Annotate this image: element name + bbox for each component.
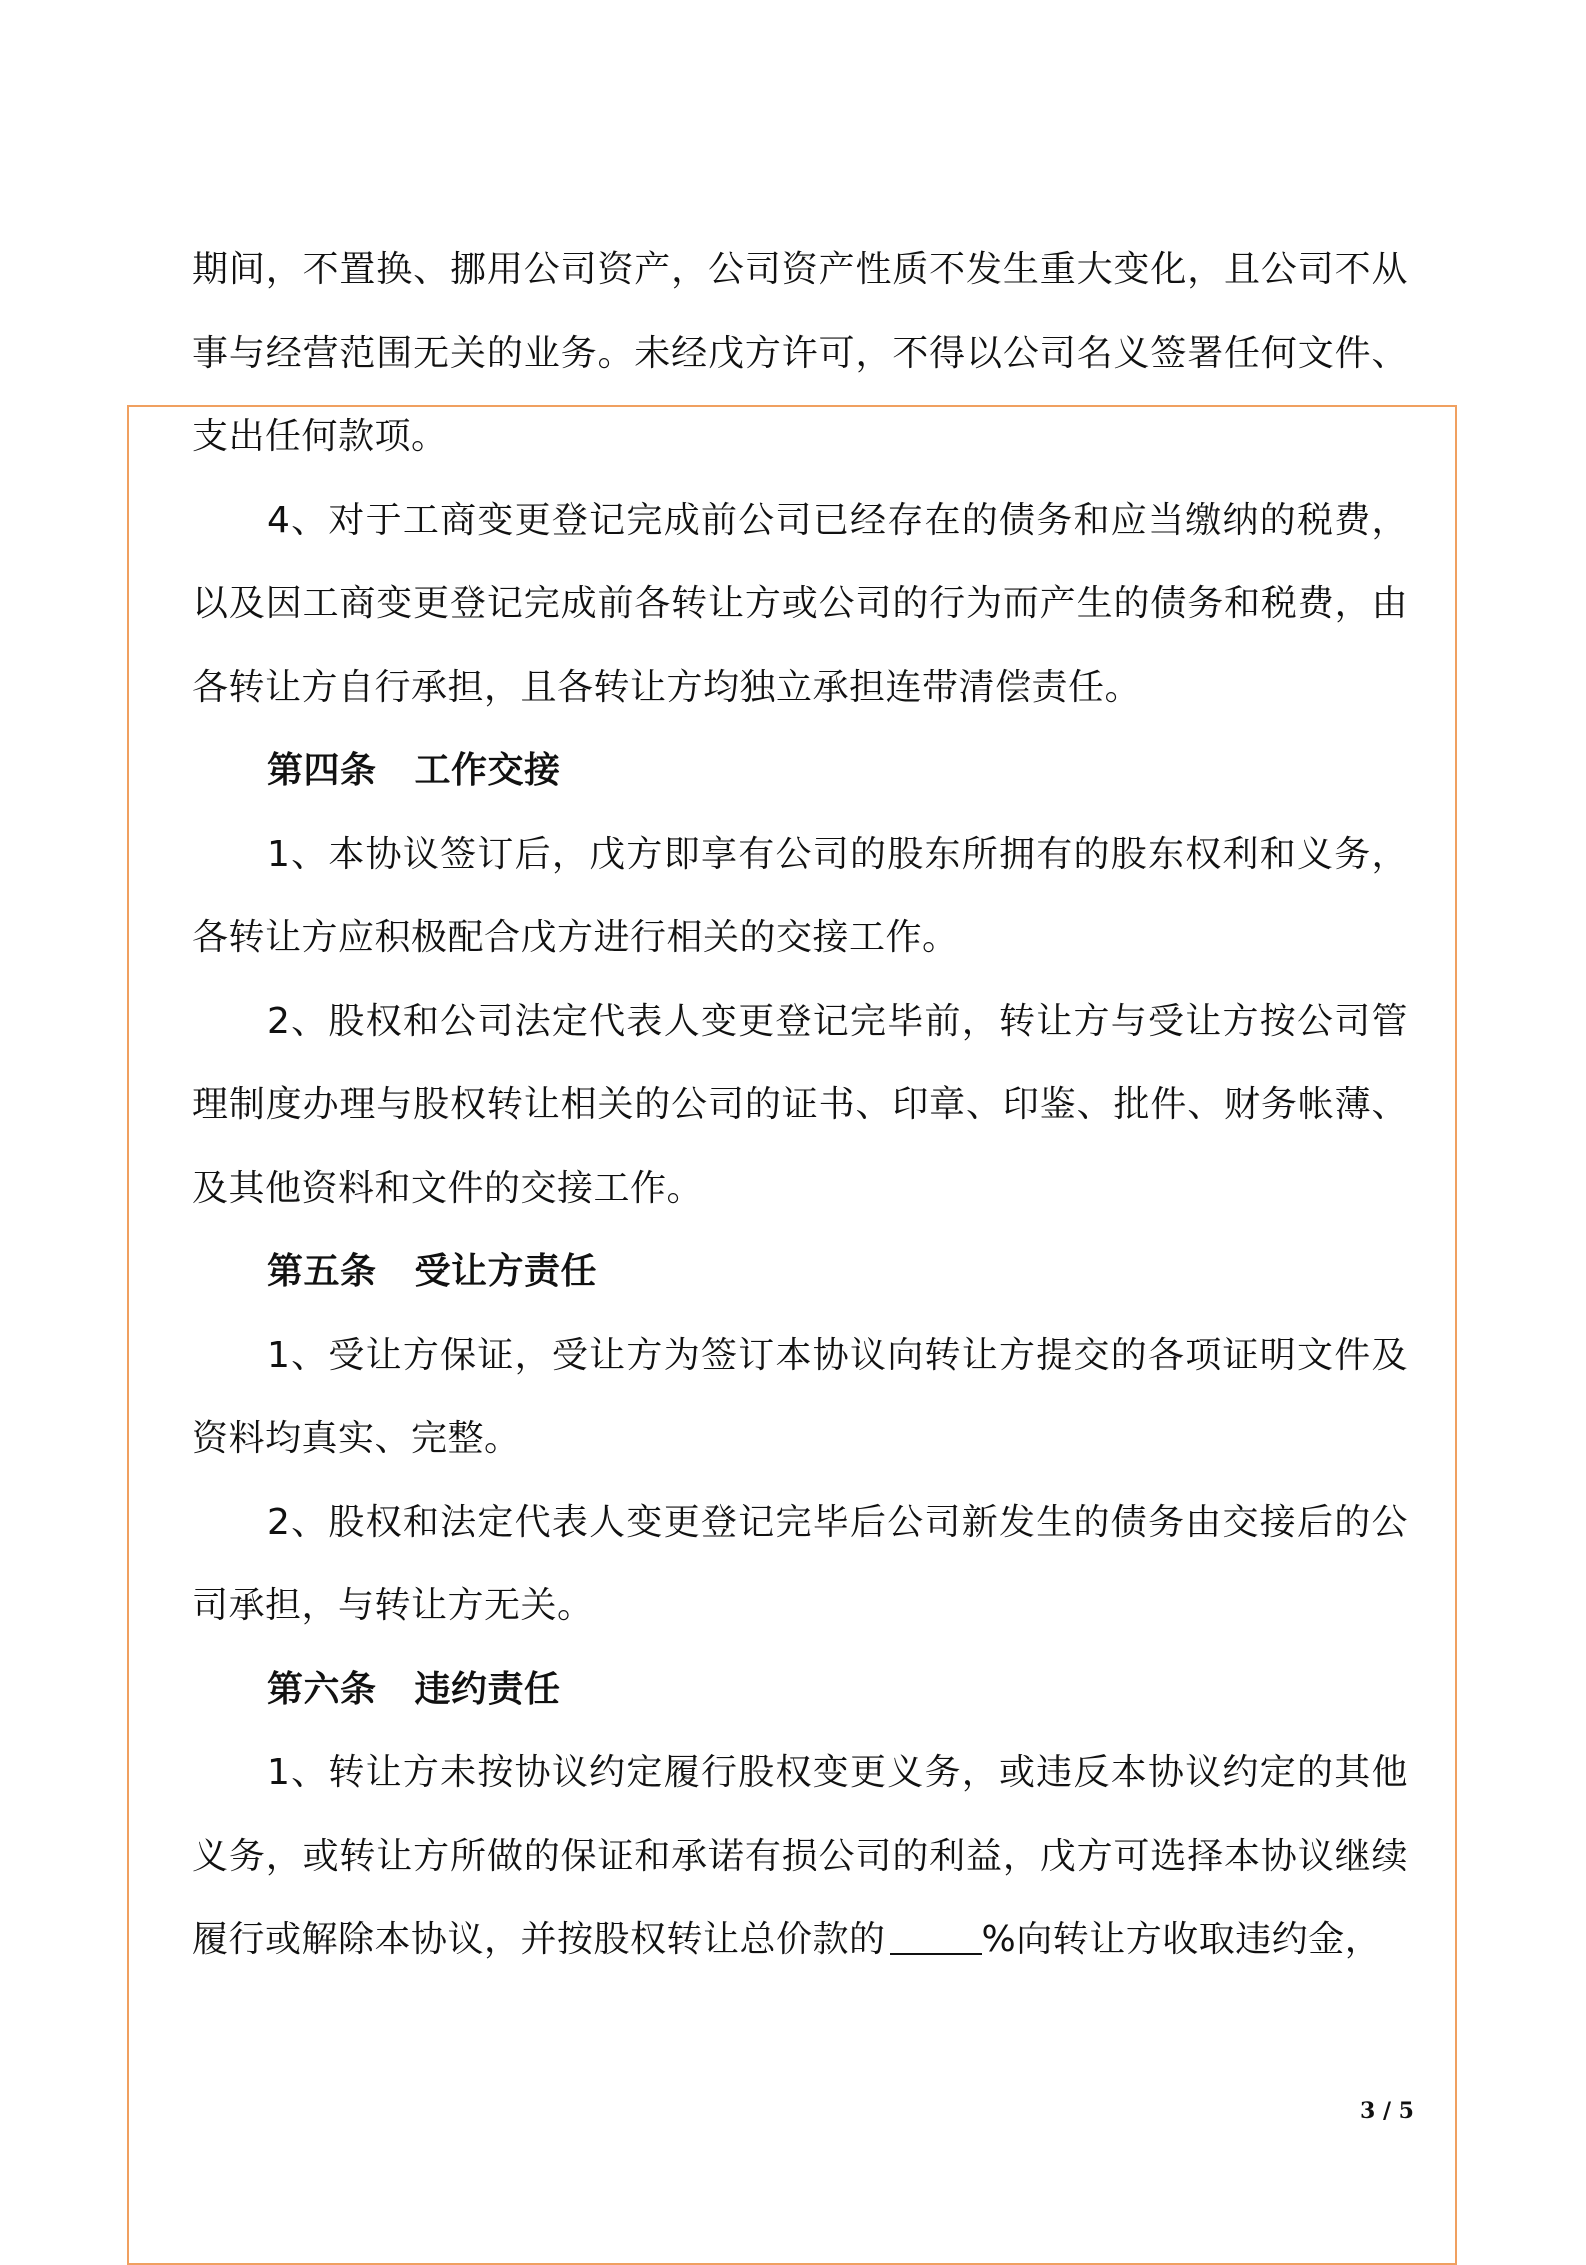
article-title: 违约责任 [414,1668,561,1710]
article-4-heading [192,729,1408,813]
page-number: 3 / 5 [1360,2098,1414,2124]
paragraph-handover-rights: 1、本协议签订后，戊方即享有公司的股东所拥有的股东权利和义务，各转让方应积极配合戊方进行相关的交接工作。 [192,833,1408,958]
paragraph-continuation: 期间，不置换、挪用公司资产，公司资产性质不发生重大变化，且公司不从事与经营范围无关的业务。未经戊方许可，不得以公司名义签署任何文件、支出任何款项。 [192,249,1408,457]
article-title: 受让方责任 [414,1251,598,1292]
document-body [192,228,1408,1982]
article-number: 第四条 [267,750,377,791]
breach-text-after: %向转让方收取违约金， [981,1919,1382,1960]
percentage-blank-field[interactable] [890,1923,982,1955]
paragraph-debt-liability: 4、对于工商变更登记完成前公司已经存在的债务和应当缴纳的税费，以及因工商变更登记完成前各转让方或公司的行为而产生的债务和税费，由各转让方自行承担，且各转让方均独立承担连带清偿责任。 [192,499,1408,708]
breach-text-before: 1、转让方未按协议约定履行股权变更义务，或违反本协议约定的其他义务，或转让方所做的保证和承诺有损公司的利益，戊方可选择本协议继续履行或解除本协议，并按股权转让总价款的 [192,1752,1408,1960]
article-number: 第六条 [267,1668,377,1710]
paragraph-new-debts: 2、股权和法定代表人变更登记完毕后公司新发生的债务由交接后的公司承担，与转让方无关。 [192,1501,1408,1626]
article-title: 工作交接 [414,750,561,791]
paragraph-transferee-guarantee: 1、受让方保证，受让方为签订本协议向转让方提交的各项证明文件及资料均真实、完整。 [192,1334,1408,1459]
paragraph-handover-documents: 2、股权和公司法定代表人变更登记完毕前，转让方与受让方按公司管理制度办理与股权转让相关的公司的证书、印章、印鉴、批件、财务帐薄、及其他资料和文件的交接工作。 [192,1000,1408,1209]
article-5-heading [192,1230,1408,1314]
article-6-heading [192,1648,1408,1732]
paragraph-breach-penalty [192,1731,1408,1982]
article-number: 第五条 [267,1251,377,1292]
